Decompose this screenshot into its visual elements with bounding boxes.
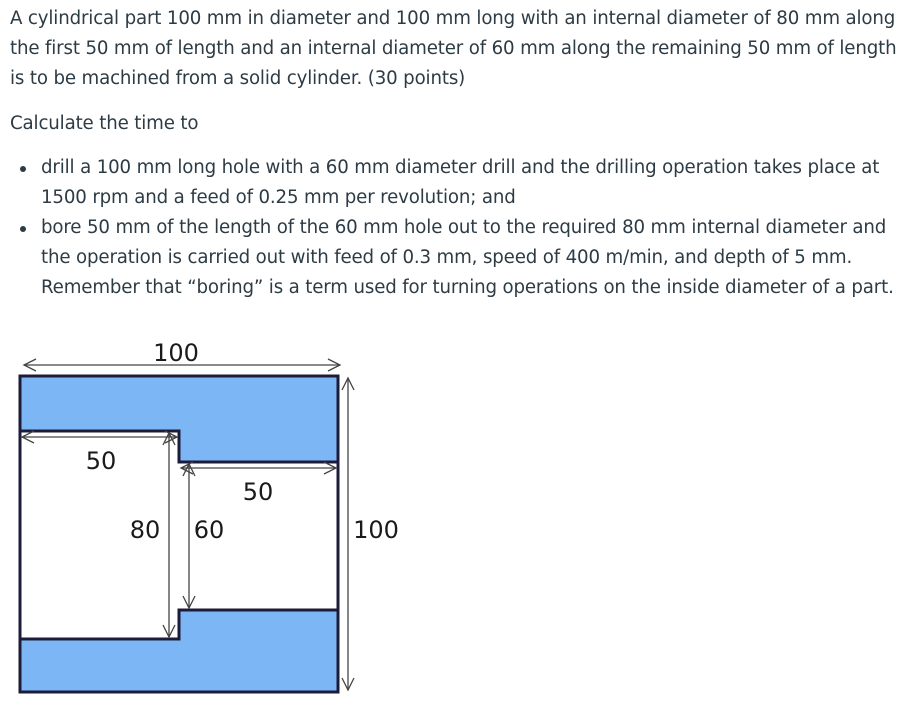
label-drill-diameter: 60 xyxy=(193,516,225,544)
label-total-length: 100 xyxy=(153,339,199,367)
bore-cavity xyxy=(20,431,338,639)
task-drill-text: drill a 100 mm long hole with a 60 mm diameter drill and the drilling operation takes place at 1500 rpm and a feed of 0.25 mm per revolution; and xyxy=(41,157,880,208)
problem-statement: A cylindrical part 100 mm in diameter and 100 mm long with an internal diameter of 80 mm along the first 50 mm of length and an internal diameter of 60 mm along the remaining 50 mm of length is to be machined from a solid cylinder. (30 points) xyxy=(10,8,897,89)
label-outer-diameter: 100 xyxy=(353,516,399,544)
calculate-prompt: Calculate the time to xyxy=(10,113,199,134)
label-drill-length: 50 xyxy=(242,478,274,506)
label-bore-length: 50 xyxy=(85,447,117,475)
task-bore-text: bore 50 mm of the length of the 60 mm hole out to the required 80 mm internal diameter and the operation is carried out with feed of 0.3 mm, speed of 400 m/min, and depth of 5 mm. Remember that “boring” is a term used for turning operations on the inside diameter of a part. xyxy=(41,217,894,298)
label-bore-diameter: 80 xyxy=(129,516,161,544)
